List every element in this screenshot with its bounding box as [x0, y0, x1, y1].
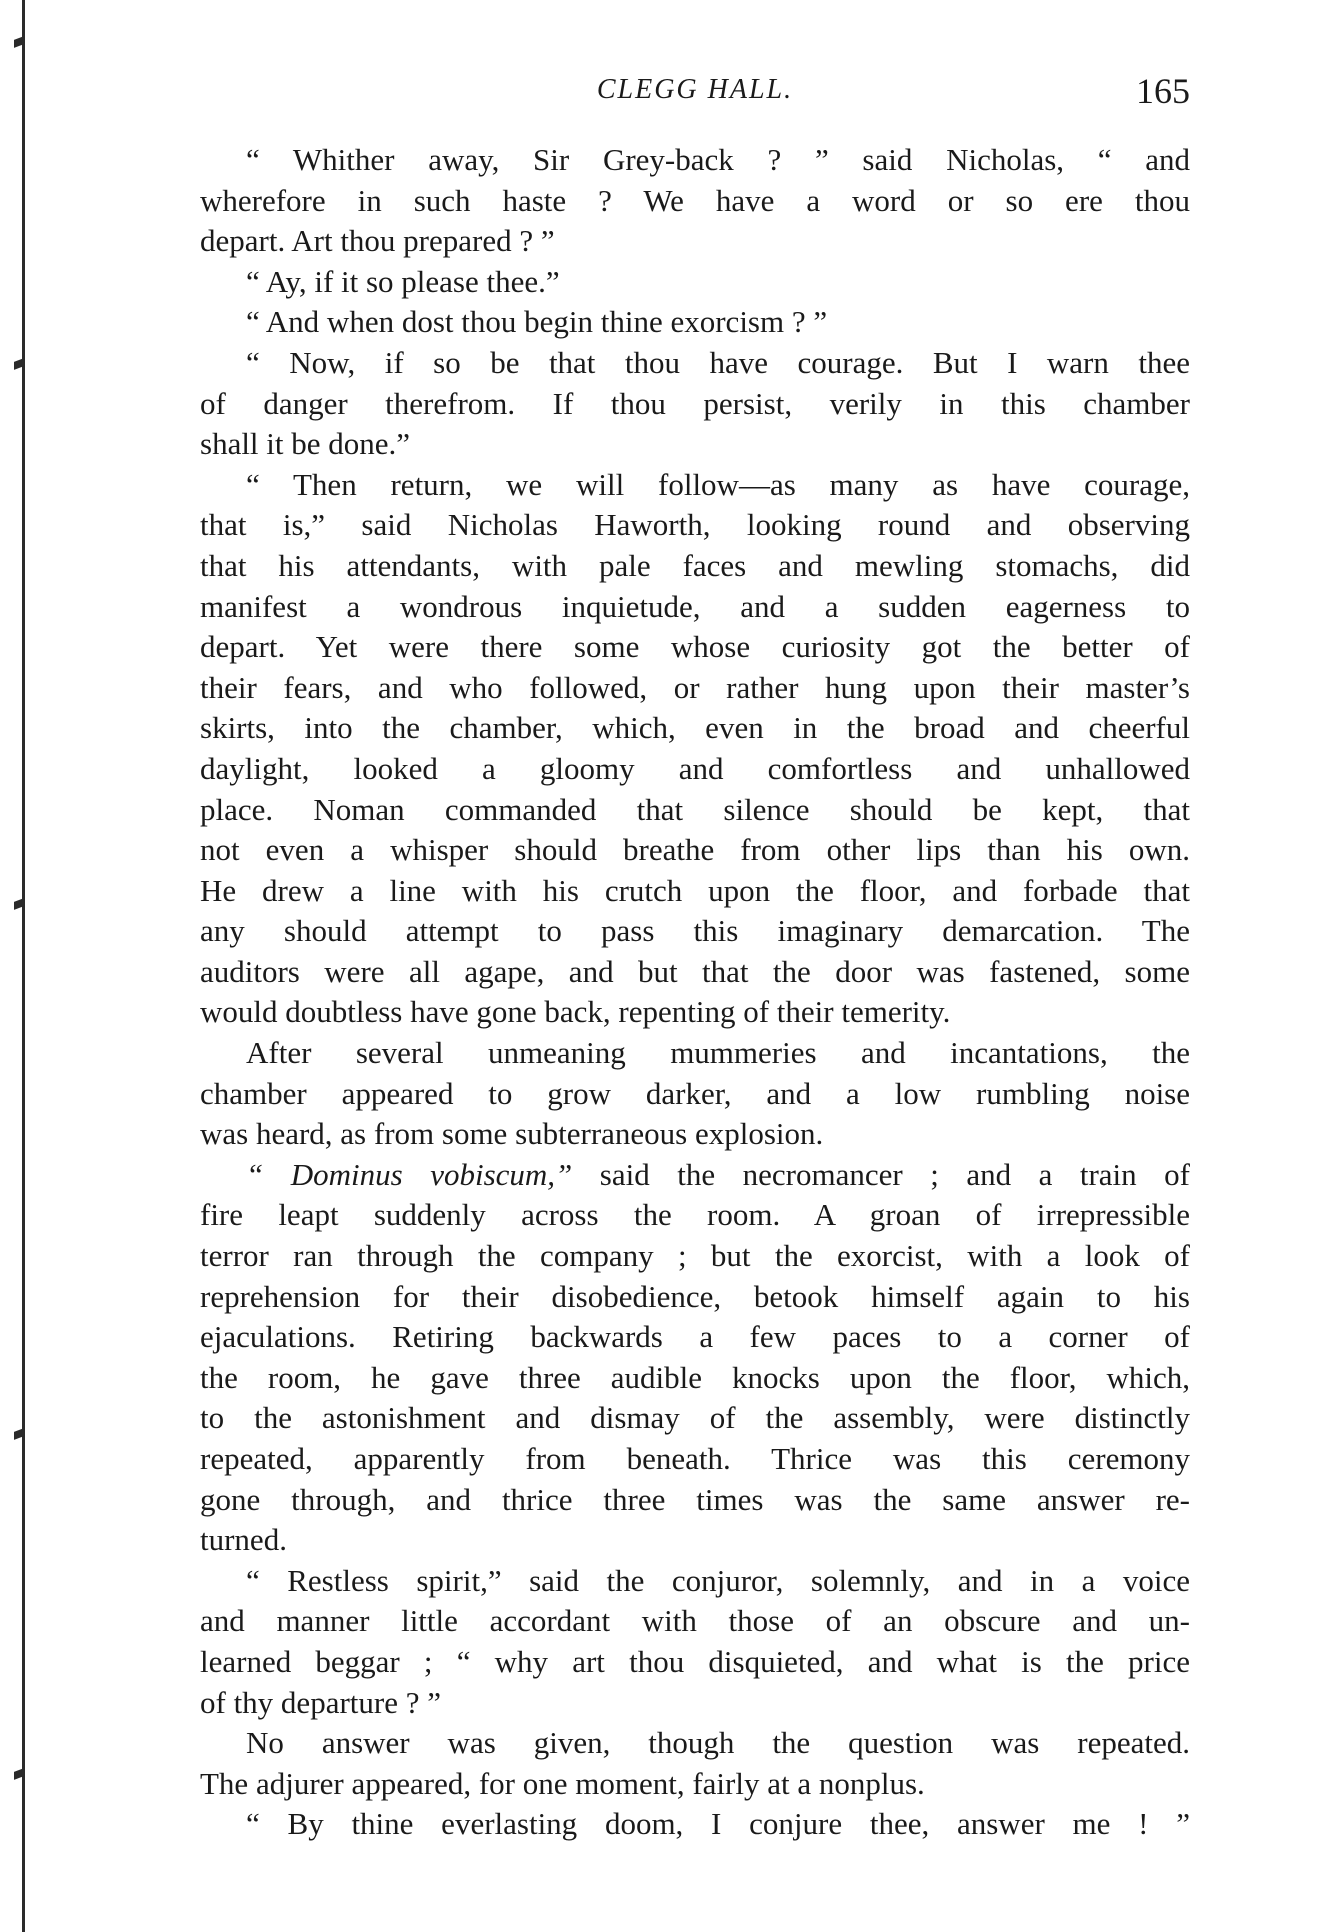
- text-line: their fears, and who followed, or rather hung upon their master’s: [200, 669, 1190, 705]
- text-line: “ Now, if so be that thou have courage. But I warn thee: [246, 344, 1190, 380]
- page-header: [200, 70, 1190, 110]
- text-line: gone through, and thrice three times was the same answer re-: [200, 1481, 1190, 1517]
- text-line: “ Restless spirit,” said the conjuror, solemnly, and in a voice: [246, 1562, 1190, 1598]
- text-line: reprehension for their disobedience, betook himself again to his: [200, 1278, 1190, 1314]
- text-line: No answer was given, though the question was repeated.: [246, 1725, 1190, 1761]
- text-line: “ By thine everlasting doom, I conjure thee, answer me ! ”: [246, 1806, 1190, 1842]
- text-line: manifest a wondrous inquietude, and a sudden eagerness to: [200, 588, 1190, 624]
- text-line: depart. Art thou prepared ? ”: [200, 223, 555, 259]
- text-line: of danger therefrom. If thou persist, verily in this chamber: [200, 385, 1190, 421]
- text-line: skirts, into the chamber, which, even in the broad and cheerful: [200, 710, 1190, 746]
- text-line: “ Then return, we will follow—as many as have courage,: [246, 466, 1190, 502]
- text-line: of thy departure ? ”: [200, 1684, 441, 1720]
- text-line: place. Noman commanded that silence should be kept, that: [200, 791, 1190, 827]
- page-binding-edge: [22, 0, 25, 1932]
- text-line: any should attempt to pass this imaginary demarcation. The: [200, 913, 1190, 949]
- page-number: 165: [1136, 71, 1190, 111]
- text-line: ejaculations. Retiring backwards a few paces to a corner of: [200, 1319, 1190, 1355]
- text-line: “ Whither away, Sir Grey-back ? ” said Nicholas, “ and: [246, 142, 1190, 177]
- text-line: The adjurer appeared, for one moment, fairly at a nonplus.: [200, 1765, 925, 1801]
- text-line: “ And when dost thou begin thine exorcism ? ”: [246, 304, 828, 340]
- text-line: learned beggar ; “ why art thou disquieted, and what is the price: [200, 1643, 1190, 1679]
- text-line: wherefore in such haste ? We have a word or so ere thou: [200, 182, 1190, 218]
- text-line: “ Ay, if it so please thee.”: [246, 263, 560, 299]
- body-text: [200, 140, 1190, 1845]
- text-line: After several unmeaning mummeries and incantations, the: [246, 1035, 1190, 1071]
- text-line: terror ran through the company ; but the exorcist, with a look of: [200, 1238, 1190, 1274]
- text-line: shall it be done.”: [200, 426, 411, 462]
- text-line: He drew a line with his crutch upon the floor, and forbade that: [200, 872, 1190, 908]
- running-title: CLEGG HALL.: [596, 74, 794, 105]
- text-line: and manner little accordant with those of an obscure and un-: [200, 1603, 1190, 1639]
- text-line: turned.: [200, 1522, 287, 1558]
- text-line: daylight, looked a gloomy and comfortless and unhallowed: [200, 750, 1190, 786]
- text-line: was heard, as from some subterraneous explosion.: [200, 1116, 824, 1152]
- text-line: [200, 1155, 1190, 1196]
- text-line: would doubtless have gone back, repenting of their temerity.: [200, 994, 951, 1030]
- text-line: that his attendants, with pale faces and mewling stomachs, did: [200, 547, 1190, 583]
- text-line: the room, he gave three audible knocks upon the floor, which,: [200, 1359, 1190, 1395]
- text-line: depart. Yet were there some whose curiosity got the better of: [200, 629, 1190, 665]
- text-line: to the astonishment and dismay of the assembly, were distinctly: [200, 1400, 1190, 1436]
- text-line: that is,” said Nicholas Haworth, looking round and observing: [200, 507, 1190, 543]
- text-line: auditors were all agape, and but that the door was fastened, some: [200, 953, 1190, 989]
- text-line: fire leapt suddenly across the room. A groan of irrepressible: [200, 1197, 1190, 1233]
- text-line: chamber appeared to grow darker, and a low rumbling noise: [200, 1075, 1190, 1111]
- text-line: repeated, apparently from beneath. Thrice was this ceremony: [200, 1441, 1190, 1476]
- text-line: not even a whisper should breathe from other lips than his own.: [200, 832, 1190, 868]
- line-text: said the necromancer ; and a train of: [572, 1156, 1190, 1192]
- italic-phrase: “ Dominus vobiscum,”: [246, 1156, 573, 1192]
